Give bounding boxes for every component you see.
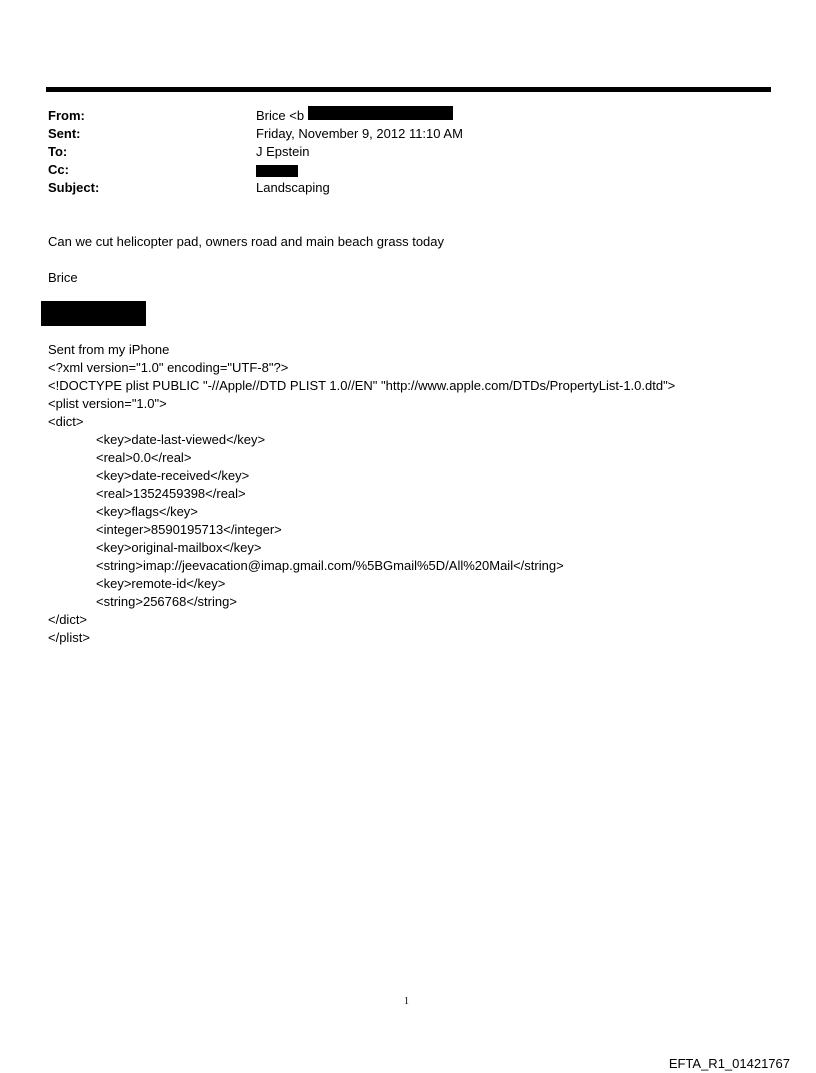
to-label: To: bbox=[48, 144, 68, 159]
xml-declaration: <?xml version="1.0" encoding="UTF-8"?> bbox=[48, 360, 289, 375]
from-value: Brice <b bbox=[256, 108, 305, 123]
sent-label: Sent: bbox=[48, 126, 81, 141]
dict-open-tag: <dict> bbox=[48, 414, 84, 429]
subject-value: Landscaping bbox=[256, 180, 330, 195]
dict-close-tag: </dict> bbox=[48, 612, 88, 627]
subject-label: Subject: bbox=[48, 180, 100, 195]
message-text: Can we cut helicopter pad, owners road and main beach grass today bbox=[48, 234, 445, 249]
plist-entry: <string>256768</string> bbox=[96, 594, 237, 609]
plist-entry: <key>original-mailbox</key> bbox=[96, 540, 262, 555]
plist-entry: <real>0.0</real> bbox=[96, 450, 192, 465]
header-divider-rule bbox=[46, 87, 771, 92]
sent-value: Friday, November 9, 2012 11:10 AM bbox=[256, 126, 463, 141]
doctype-line: <!DOCTYPE plist PUBLIC "-//Apple//DTD PLIST 1.0//EN" "http://www.apple.com/DTDs/PropertyList-1.0.dtd"> bbox=[48, 378, 676, 393]
page-number: 1 bbox=[404, 996, 409, 1007]
plist-entry: <integer>8590195713</integer> bbox=[96, 522, 282, 537]
to-value: J Epstein bbox=[256, 144, 310, 159]
plist-entry: <real>1352459398</real> bbox=[96, 486, 246, 501]
sent-from-line: Sent from my iPhone bbox=[48, 342, 170, 357]
plist-close-tag: </plist> bbox=[48, 630, 90, 645]
from-label: From: bbox=[48, 108, 85, 123]
document-id: EFTA_R1_01421767 bbox=[668, 1056, 790, 1071]
plist-entry: <key>date-received</key> bbox=[96, 468, 250, 483]
cc-label: Cc: bbox=[48, 162, 69, 177]
plist-entry: <key>remote-id</key> bbox=[96, 576, 226, 591]
redaction-from-email bbox=[308, 106, 453, 120]
plist-open-tag: <plist version="1.0"> bbox=[48, 396, 167, 411]
plist-entry: <key>flags</key> bbox=[96, 504, 198, 519]
plist-entry: <string>imap://jeevacation@imap.gmail.com/%5BGmail%5D/All%20Mail</string> bbox=[96, 558, 564, 573]
redaction-signature-block bbox=[41, 301, 146, 326]
redaction-cc bbox=[256, 165, 298, 177]
signature-name: Brice bbox=[48, 270, 78, 285]
plist-entry: <key>date-last-viewed</key> bbox=[96, 432, 266, 447]
